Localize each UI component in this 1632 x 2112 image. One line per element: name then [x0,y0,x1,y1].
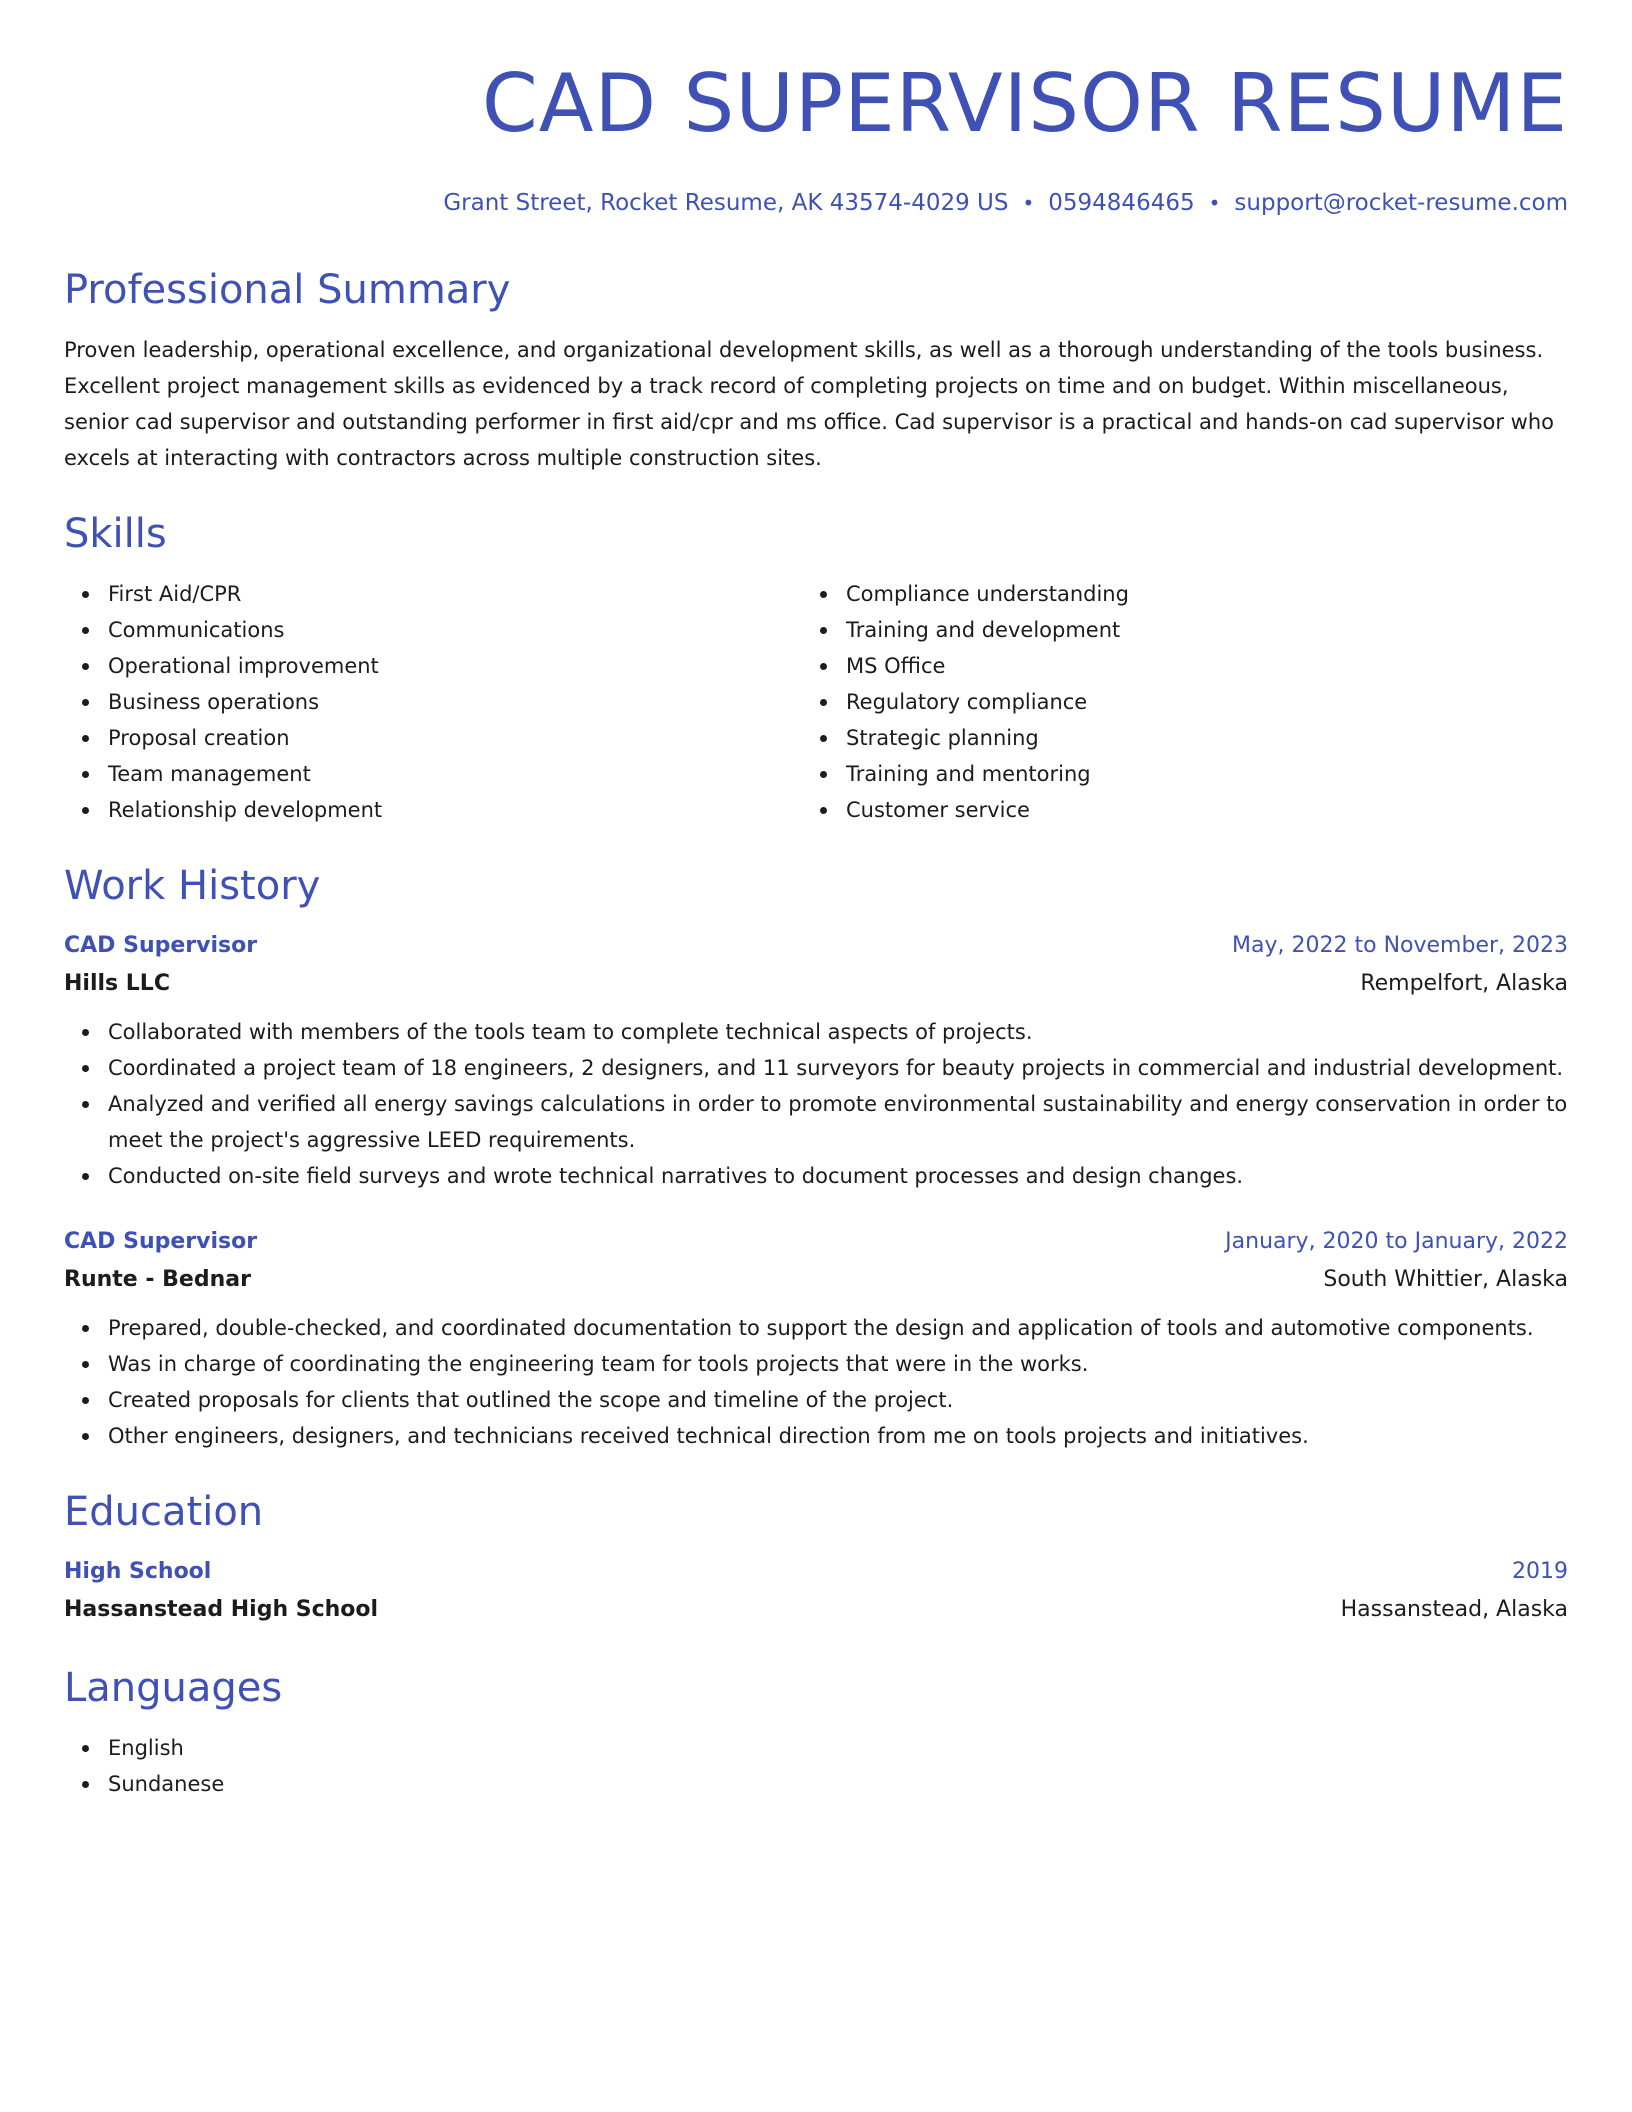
skill-item: Regulatory compliance [846,684,1568,720]
skill-item: Training and mentoring [846,756,1568,792]
job-company: Runte - Bednar [64,1267,251,1292]
job-title-row [64,1224,1568,1260]
contact-separator: • [1022,191,1035,215]
job-location: Rempelfort, Alaska [1360,971,1568,996]
skills-heading: Skills [64,511,167,557]
job-location: South Whittier, Alaska [1323,1267,1568,1292]
education-school: Hassanstead High School [64,1597,379,1622]
job-bullet: Analyzed and verified all energy savings calculations in order to promote environmental sustainability and energy conservation in order to meet the project's aggressive LEED requirements. [108,1086,1568,1158]
skill-item: Operational improvement [108,648,802,684]
skills-list-right [802,576,1568,828]
language-item: Sundanese [108,1766,1568,1802]
skill-item: Compliance understanding [846,576,1568,612]
skills-section [64,510,1568,828]
skill-item: Team management [108,756,802,792]
skill-item: Training and development [846,612,1568,648]
skills-list-left [64,576,802,828]
skill-item: Proposal creation [108,720,802,756]
skill-item: Strategic planning [846,720,1568,756]
summary-text: Proven leadership, operational excellence, and organizational development skills, as well as a thorough understanding of the tools business. Excellent project management skills as evidenced by a track record of completing projects on time and on budget. Within miscellaneous, senior cad supervisor and outstanding performer in first aid/cpr and ms office. Cad supervisor is a practical and hands-on cad supervisor who excels at interacting with contractors across multiple construction sites. [64,338,1554,470]
job-bullet: Coordinated a project team of 18 engineers, 2 designers, and 11 surveyors for beauty projects in commercial and industrial development. [108,1050,1568,1086]
contact-email: support@rocket-resume.com [1234,190,1568,216]
job-bullet: Prepared, double-checked, and coordinated documentation to support the design and application of tools and automotive components. [108,1310,1568,1346]
job-company-row [64,964,1568,1004]
job-company-row [64,1260,1568,1300]
work-history-heading: Work History [64,863,321,909]
job-title-row [64,928,1568,964]
contact-address: Grant Street, Rocket Resume, AK 43574-4029 US [443,190,1009,216]
job-dates: January, 2020 to January, 2022 [1225,1229,1568,1254]
skill-item: MS Office [846,648,1568,684]
skill-item: Relationship development [108,792,802,828]
education-year: 2019 [1512,1559,1568,1584]
language-item: English [108,1730,1568,1766]
work-history-section [64,862,1568,1454]
job-title: CAD Supervisor [64,933,258,958]
education-degree-row [64,1554,1568,1590]
skill-item: Customer service [846,792,1568,828]
contact-phone: 0594846465 [1048,190,1195,216]
job-bullet: Was in charge of coordinating the engineering team for tools projects that were in the works. [108,1346,1568,1382]
languages-section [64,1664,1568,1802]
summary-heading: Professional Summary [64,267,511,313]
job-title: CAD Supervisor [64,1229,258,1254]
languages-heading: Languages [64,1665,283,1711]
job-bullet: Collaborated with members of the tools team to complete technical aspects of projects. [108,1014,1568,1050]
education-location: Hassanstead, Alaska [1340,1597,1568,1622]
job-dates: May, 2022 to November, 2023 [1232,933,1568,958]
job-bullets [64,1014,1568,1194]
skill-item: Communications [108,612,802,648]
job-bullets [64,1310,1568,1454]
education-degree: High School [64,1559,212,1584]
job-entry [64,928,1568,1194]
education-section [64,1488,1568,1630]
job-bullet: Conducted on-site field surveys and wrote technical narratives to document processes and design changes. [108,1158,1568,1194]
job-bullet: Created proposals for clients that outlined the scope and timeline of the project. [108,1382,1568,1418]
skill-item: First Aid/CPR [108,576,802,612]
skills-grid [64,576,1568,828]
education-heading: Education [64,1489,264,1535]
contact-separator: • [1208,191,1221,215]
languages-list [64,1730,1568,1802]
contact-line [64,188,1568,218]
skill-item: Business operations [108,684,802,720]
resume-header [64,56,1568,218]
job-entry [64,1224,1568,1454]
summary-section [64,266,1568,476]
job-company: Hills LLC [64,971,170,996]
job-bullet: Other engineers, designers, and technicians received technical direction from me on tools projects and initiatives. [108,1418,1568,1454]
resume-title: CAD SUPERVISOR RESUME [481,57,1568,150]
education-school-row [64,1590,1568,1630]
